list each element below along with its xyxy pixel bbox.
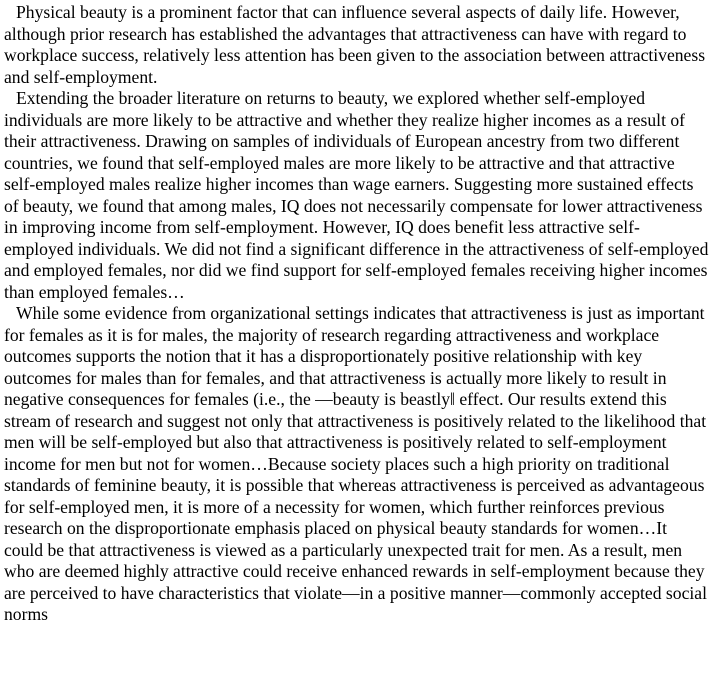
paragraph-discussion: While some evidence from organizational settings indicates that attractiveness is just as important for females as it is for males, the majority of research regarding attractiveness and workplace outcomes supports the notion that it has a disproportionately positive relationship with key outcomes for males than for females, and that attractiveness is actually more likely to result in negative consequences for females (i.e., the ―beauty is beastly‖ effect. Our results extend this stream of research and suggest not only that attractiveness is positively related to the likelihood that men will be self-employed but also that attractiveness is positively related to self-employment income for men but not for women…Because society places such a high priority on traditional standards of feminine beauty, it is possible that whereas attractiveness is perceived as advantageous for self-employed men, it is more of a necessity for women, which further reinforces previous research on the disproportionate emphasis placed on physical beauty standards for women…It could be that attractiveness is viewed as a particularly unexpected trait for men. As a result, men who are deemed highly attractive could receive enhanced rewards in self-employment because they are perceived to have characteristics that violate—in a positive manner—commonly accepted social norms: [4, 303, 707, 624]
paragraph-findings: Extending the broader literature on returns to beauty, we explored whether self-employed individuals are more likely to be attractive and whether they realize higher incomes as a result of their attractiveness. Drawing on samples of individuals of European ancestry from two different countries, we found that self-employed males are more likely to be attractive and that attractive self-employed males realize higher incomes than wage earners. Suggesting more sustained effects of beauty, we found that among males, IQ does not necessarily compensate for lower attractiveness in improving income from self-employment. However, IQ does benefit less attractive self-employed individuals. We did not find a significant difference in the attractiveness of self-employed and employed females, nor did we find support for self-employed females receiving higher incomes than employed females…: [4, 88, 709, 302]
paragraph-intro: Physical beauty is a prominent factor that can influence several aspects of daily life. However, although prior research has established the advantages that attractiveness can have with regard to workplace success, relatively less attention has been given to the association between attractiveness and self-employment.: [4, 2, 706, 87]
